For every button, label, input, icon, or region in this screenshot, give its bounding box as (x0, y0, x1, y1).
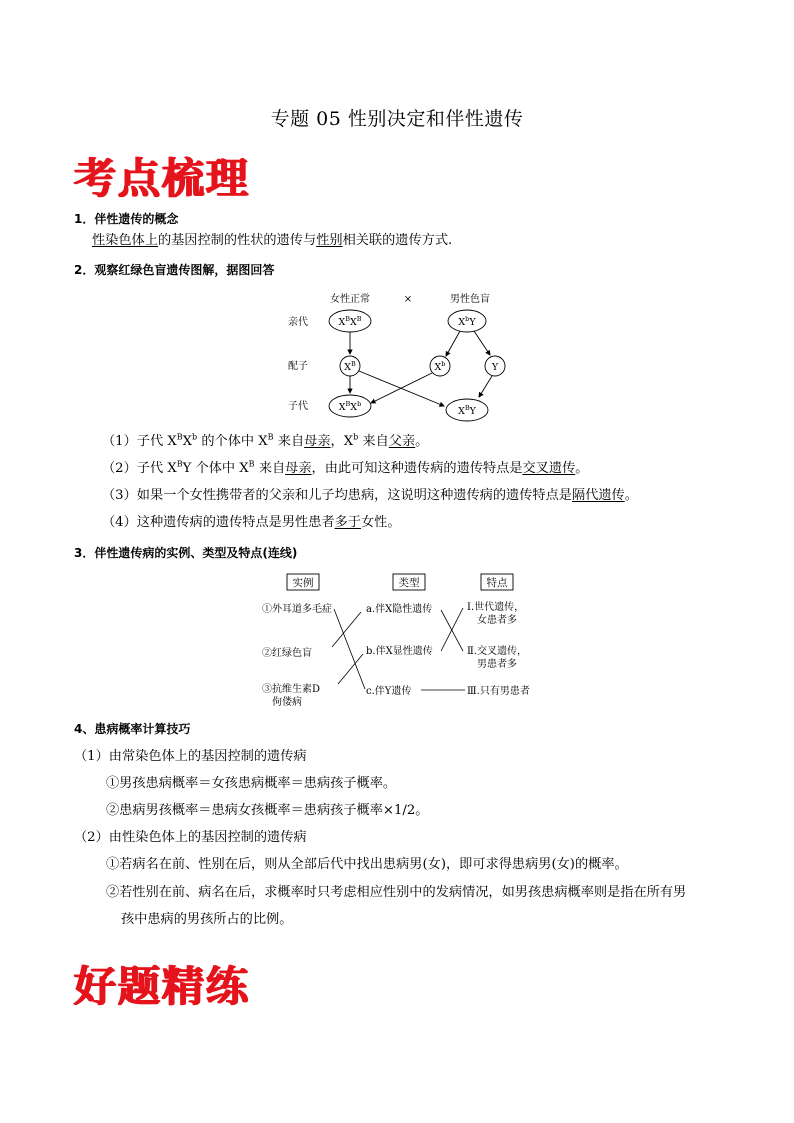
section-heading-4: 4、患病概率计算技巧 (74, 722, 191, 736)
text: ，X (330, 434, 354, 449)
example-2: ②红绿色盲 (262, 648, 312, 659)
section-heading-2: 2．观察红绿色盲遗传图解，据图回答 (74, 263, 275, 277)
feature-3: Ⅲ.只有男患者 (467, 686, 530, 697)
rule-1b: ②患病男孩概率＝患病女孩概率＝患病孩子概率×1/2。 (106, 803, 429, 818)
answer-blank: 性染色体上 (92, 233, 158, 248)
answer-blank: 多于 (334, 515, 361, 530)
arrow-y-son (479, 376, 492, 397)
text: ，由此可知这种遗传病的遗传特点是 (311, 461, 523, 476)
text: 来自 (358, 434, 389, 449)
arrow-father-y (474, 331, 490, 355)
rule-2b-line2: 孩中患病的男孩所占的比例。 (121, 912, 293, 927)
answer-blank: 母亲 (304, 434, 331, 449)
male-colorblind-label: 男性色盲 (450, 294, 490, 305)
header-type: 类型 (398, 577, 420, 589)
example-3-line2: 佝偻病 (272, 697, 302, 708)
concept-paragraph (92, 233, 452, 249)
text: （4）这种遗传病的遗传特点是男性患者 (102, 515, 335, 530)
question-3 (102, 488, 638, 504)
genotype-gamete-father-x: $X^b$ (434, 360, 446, 373)
sup: B (248, 459, 255, 469)
answer-blank: 母亲 (285, 461, 312, 476)
arrow-xb-daughter (371, 373, 432, 403)
text: 。 (624, 488, 638, 503)
row-label-child: 子代 (288, 401, 308, 412)
answer-blank: 隔代遗传 (571, 488, 625, 503)
example-1: ①外耳道多毛症 (262, 604, 332, 615)
rule-2b-line1: ②若性别在前、病名在后，求概率时只考虑相应性别中的发病情况，如男孩患病概率则是指在所有男 (106, 885, 687, 900)
example-3: ③抗维生素D (262, 684, 321, 695)
type-c: c.伴Y遗传 (366, 686, 412, 697)
section-heading-3: 3．伴性遗传病的实例、类型及特点(连线) (74, 546, 298, 560)
text: 相关联的遗传方式. (342, 233, 453, 248)
text: （2）子代 X (102, 461, 177, 476)
type-a: a.伴X隐性遗传 (366, 604, 433, 615)
header-feature: 特点 (486, 577, 508, 589)
text: 。 (415, 434, 429, 449)
text: 来自 (273, 434, 305, 449)
section-banner-practice: 好题精练 (74, 962, 251, 1011)
text: 来自 (254, 461, 286, 476)
match-line-1-c (334, 609, 365, 689)
section-banner-review: 考点梳理 (74, 154, 251, 203)
genotype-gamete-y: Y (491, 362, 499, 373)
section-heading-1: 1．伴性遗传的概念 (74, 212, 179, 226)
female-normal-label: 女性正常 (330, 294, 370, 305)
feature-1: Ⅰ.世代遗传， (467, 602, 525, 613)
rule-1a: ①男孩患病概率＝女孩患病概率＝患病孩子概率。 (106, 776, 397, 791)
answer-blank: 父亲 (388, 434, 416, 449)
inheritance-diagram (270, 288, 520, 424)
sup: B (176, 459, 183, 469)
genotype-father: $X^bY$ (458, 315, 476, 328)
question-1 (102, 434, 428, 450)
text: 的基因控制的性状的遗传与 (157, 233, 317, 248)
subsection-1: （1）由常染色体上的基因控制的遗传病 (74, 749, 307, 764)
row-label-parent: 亲代 (288, 317, 308, 328)
text: （1）子代 X (102, 434, 177, 449)
feature-2-line2: 男患者多 (477, 659, 517, 670)
text: 。 (575, 461, 589, 476)
cross-symbol: × (403, 294, 413, 305)
matching-diagram (255, 570, 545, 710)
feature-1-line2: 女患者多 (477, 615, 517, 626)
sup: b (192, 432, 198, 442)
header-example: 实例 (292, 577, 314, 589)
answer-blank: 性别 (316, 233, 343, 248)
feature-2: Ⅱ.交叉遗传， (467, 646, 527, 657)
genotype-gamete-mother: $X^B$ (344, 360, 356, 373)
genotype-daughter: $X^BX^b$ (338, 400, 362, 413)
question-4 (102, 515, 401, 531)
type-b: b.伴X显性遗传 (366, 646, 433, 657)
page-title: 专题 05 性别决定和伴性遗传 (270, 108, 524, 130)
match-line-3-b (338, 654, 363, 684)
text: X (182, 434, 193, 449)
text: 女性。 (360, 515, 401, 530)
text: （3）如果一个女性携带者的父亲和儿子均患病，这说明这种遗传病的遗传特点是 (102, 488, 572, 503)
text: Y 个体中 X (182, 461, 249, 476)
text: 的个体中 X (197, 434, 268, 449)
sup: b (353, 432, 359, 442)
arrow-father-x (446, 331, 460, 356)
genotype-son: $X^BY$ (458, 404, 476, 417)
question-2 (102, 461, 588, 477)
subsection-2: （2）由性染色体上的基因控制的遗传病 (74, 830, 307, 845)
sup: B (267, 432, 274, 442)
genotype-mother: $X^BX^B$ (338, 315, 362, 328)
row-label-gamete: 配子 (288, 361, 308, 372)
sup: B (176, 432, 183, 442)
rule-2a: ①若病名在前、性别在后，则从全部后代中找出患病男(女)，即可求得患病男(女)的概率。 (106, 857, 628, 872)
answer-blank: 交叉遗传 (522, 461, 576, 476)
